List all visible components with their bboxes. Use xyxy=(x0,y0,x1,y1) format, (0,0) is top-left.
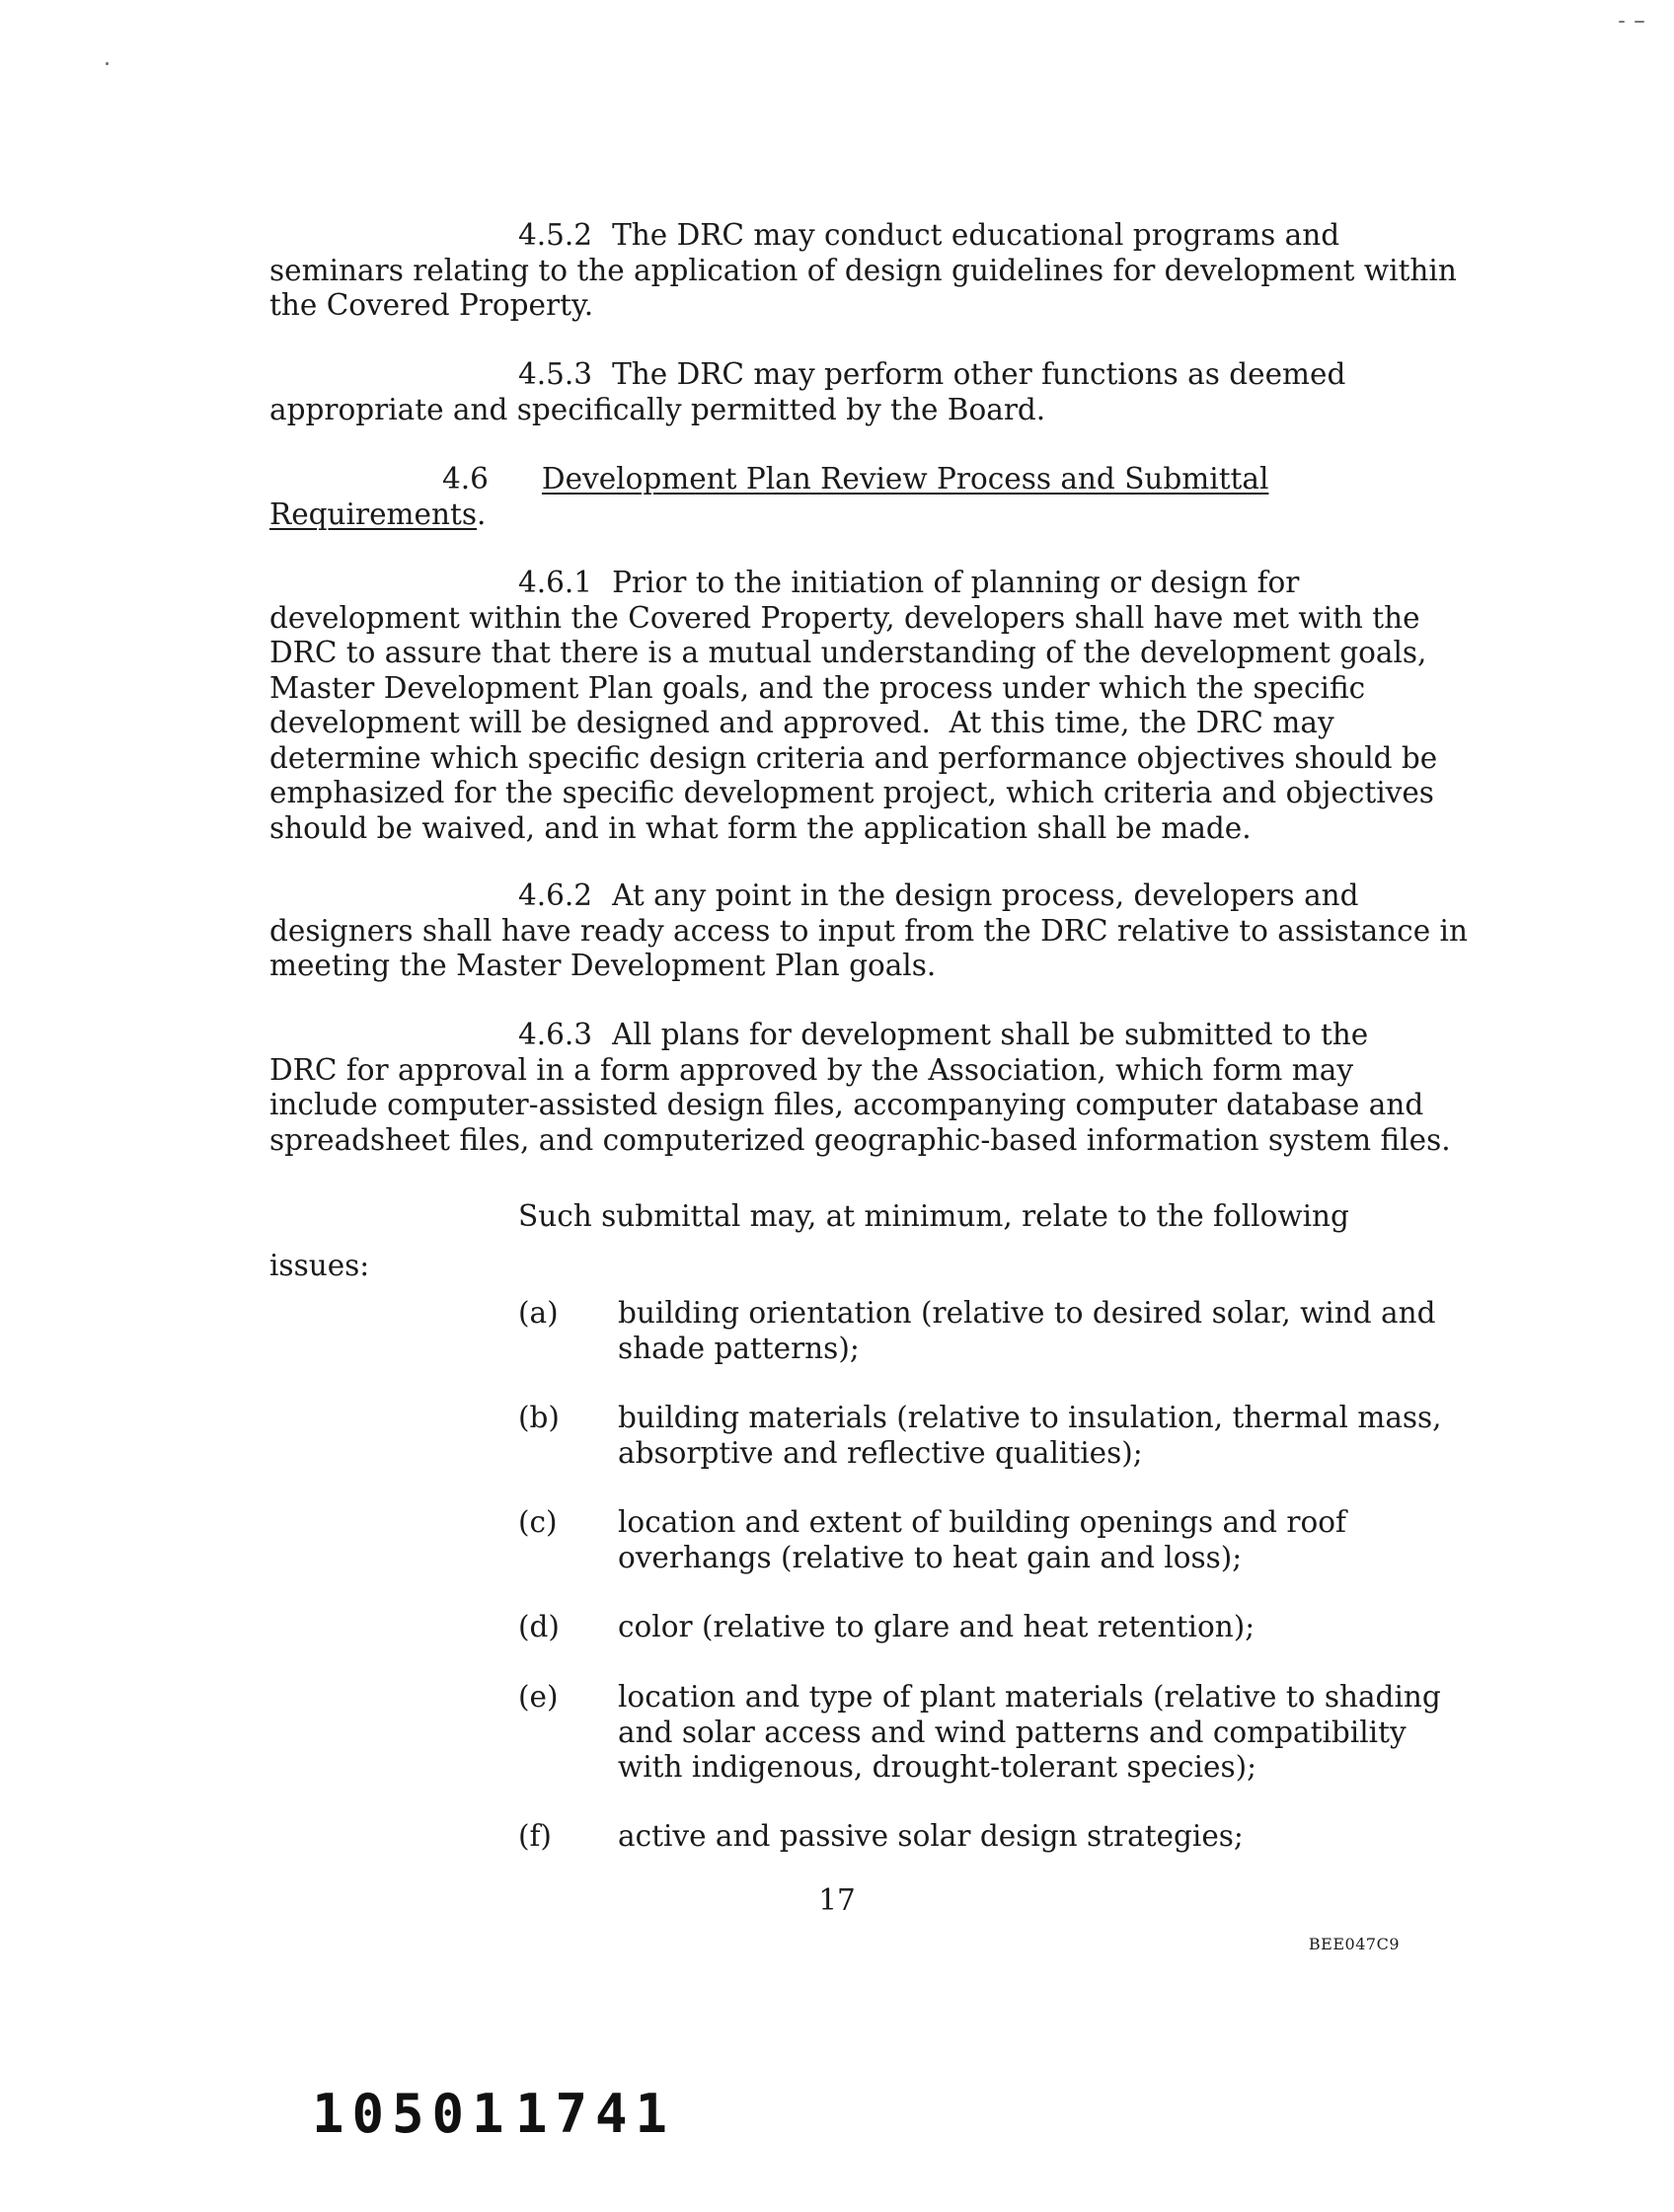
page-number: 17 xyxy=(818,1883,856,1917)
section-number: 4.6.2 xyxy=(518,878,593,912)
paragraph-line: issues: xyxy=(269,1249,370,1282)
paragraph-first-line xyxy=(269,1018,1414,1053)
scan-speck xyxy=(1619,21,1625,23)
section-title: Development Plan Review Process and Submittal xyxy=(541,462,1269,496)
section-heading-4-6 xyxy=(269,462,1414,532)
list-item xyxy=(518,1610,1407,1645)
list-item-line: absorptive and reflective qualities); xyxy=(618,1435,1143,1470)
recording-stamp-book: 10501 xyxy=(312,2083,512,2145)
list-item-label: (f) xyxy=(518,1819,552,1853)
list-item xyxy=(518,1296,1436,1367)
paragraph-line: Master Development Plan goals, and the process under which the specific xyxy=(269,670,1366,705)
paragraph-first-line: Such submittal may, at minimum, relate to the following xyxy=(518,1199,1349,1233)
paragraph-line: the Covered Property. xyxy=(269,288,594,322)
paragraph-submittal xyxy=(269,1191,1414,1290)
paragraph-line: appropriate and specifically permitted by the Board. xyxy=(269,392,1046,426)
heading-first-line xyxy=(269,462,1414,497)
scan-speck xyxy=(106,62,109,65)
list-item-line: building materials (relative to insulation, thermal mass, xyxy=(618,1401,1442,1434)
paragraph-line: designers shall have ready access to input from the DRC relative to assistance in xyxy=(269,913,1468,948)
section-number: 4.6.1 xyxy=(518,566,593,599)
paragraph-4-6-2 xyxy=(269,878,1468,984)
paragraph-line: development within the Covered Property, developers shall have met with the xyxy=(269,600,1420,635)
recording-stamp-page: 1741 xyxy=(515,2083,676,2145)
list-item-label: (c) xyxy=(518,1505,558,1539)
paragraph-4-6-1 xyxy=(269,566,1438,846)
section-number: 4.6.3 xyxy=(518,1018,593,1051)
paragraph-4-5-2 xyxy=(269,218,1457,324)
list-item-text xyxy=(618,1610,1255,1645)
list-item xyxy=(518,1505,1407,1576)
paragraph-4-6-3 xyxy=(269,1018,1451,1158)
list-item-line: color (relative to glare and heat retention); xyxy=(618,1610,1256,1643)
list-item-text xyxy=(618,1296,1436,1366)
paragraph-first-line xyxy=(269,566,1414,601)
list-item-line: overhangs (relative to heat gain and loss); xyxy=(618,1540,1243,1574)
list-item-text xyxy=(618,1819,1244,1855)
list-item xyxy=(518,1401,1442,1472)
list-item-line: with indigenous, drought-tolerant species); xyxy=(618,1750,1257,1784)
paragraph-line: should be waived, and in what form the application shall be made. xyxy=(269,810,1252,845)
list-item-text xyxy=(618,1401,1442,1471)
paragraph-line: include computer-assisted design files, accompanying computer database and xyxy=(269,1088,1424,1121)
list-item-label: (a) xyxy=(518,1296,559,1330)
paragraph-first-line xyxy=(269,357,1414,393)
list-item-line: location and type of plant materials (relative to shading xyxy=(618,1680,1441,1714)
paragraph-text: All plans for development shall be submitted to the xyxy=(612,1018,1369,1051)
paragraph-line: spreadsheet files, and computerized geographic-based information system files. xyxy=(269,1122,1451,1157)
list-item-line: location and extent of building openings and roof xyxy=(618,1505,1346,1539)
paragraph-first-line xyxy=(269,218,1414,254)
paragraph-text: At any point in the design process, developers and xyxy=(612,878,1359,912)
list-item-label: (e) xyxy=(518,1680,559,1714)
document-code: BEE047C9 xyxy=(1308,1935,1400,1953)
heading-period: . xyxy=(476,496,487,531)
list-item xyxy=(518,1680,1441,1787)
paragraph-line: development will be designed and approved. At this time, the DRC may xyxy=(269,706,1334,739)
paragraph-line: determine which specific design criteria and performance objectives should be xyxy=(269,740,1438,775)
paragraph-text: Prior to the initiation of planning or design for xyxy=(612,566,1300,599)
list-item-line: active and passive solar design strategies; xyxy=(618,1819,1244,1853)
list-item-text xyxy=(618,1680,1441,1786)
section-number: 4.6 xyxy=(442,462,489,496)
paragraph-line: seminars relating to the application of design guidelines for development within xyxy=(269,253,1457,287)
list-item xyxy=(518,1819,1407,1855)
list-item-line: shade patterns); xyxy=(618,1331,860,1365)
paragraph-line: meeting the Master Development Plan goals. xyxy=(269,949,937,982)
section-number: 4.5.3 xyxy=(518,357,593,391)
paragraph-text: The DRC may conduct educational programs and xyxy=(612,218,1340,252)
section-title-continued: Requirements xyxy=(269,496,477,531)
paragraph-text: The DRC may perform other functions as deemed xyxy=(612,357,1346,391)
paragraph-line: DRC to assure that there is a mutual understanding of the development goals, xyxy=(269,636,1427,669)
paragraph-line: DRC for approval in a form approved by the Association, which form may xyxy=(269,1052,1354,1087)
list-item-label: (b) xyxy=(518,1401,560,1434)
paragraph-first-line xyxy=(269,878,1414,914)
list-item-line: building orientation (relative to desired solar, wind and xyxy=(618,1296,1436,1330)
paragraph-4-5-3 xyxy=(269,357,1414,427)
list-item-line: and solar access and wind patterns and compatibility xyxy=(618,1715,1407,1749)
list-item-text xyxy=(618,1505,1346,1575)
paragraph-line: emphasized for the specific development project, which criteria and objectives xyxy=(269,776,1434,809)
list-item-label: (d) xyxy=(518,1610,560,1643)
heading-second-line xyxy=(269,497,1414,533)
scan-speck xyxy=(1635,21,1644,23)
section-number: 4.5.2 xyxy=(518,218,593,252)
